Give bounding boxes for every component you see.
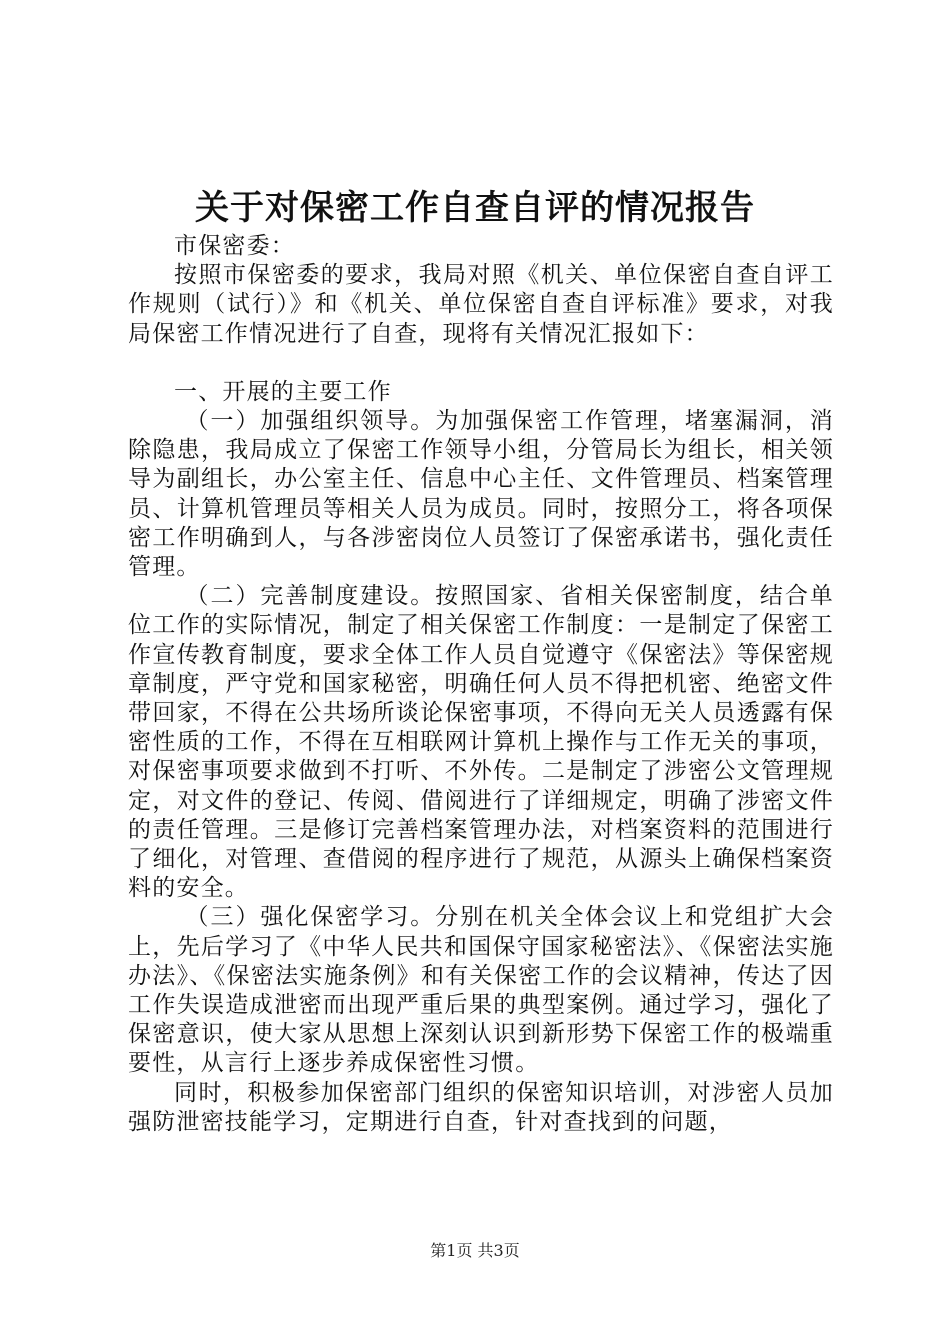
page-number-footer: 第1页 共3页 — [430, 1241, 520, 1260]
document-title: 关于对保密工作自查自评的情况报告 — [195, 188, 755, 228]
section-heading: 一、开展的主要工作 — [174, 378, 392, 405]
intro-paragraph: 按照市保密委的要求，我局对照《机关、单位保密自查自评工作规则（试行）》和《机关、单位保密自查自评标准》要求，对我局保密工作情况进行了自查，现将有关情况汇报如下： — [128, 262, 834, 347]
salutation: 市保密委： — [174, 233, 295, 259]
paragraph-organization: （一）加强组织领导。为加强保密工作管理，堵塞漏洞，消除隐患，我局成立了保密工作领导小组，分管局长为组长，相关领导为副组长，办公室主任、信息中心主任、文件管理员、档案管理员、计算机管理员等相关人员为成员。同时，按照分工，将各项保密工作明确到人，与各涉密岗位人员签订了保密承诺书，强化责任管理。 — [128, 408, 834, 581]
paragraph-study: （三）强化保密学习。分别在机关全体会议上和党组扩大会上，先后学习了《中华人民共和国保守国家秘密法》、《保密法实施办法》、《保密法实施条例》和有关保密工作的会议精神，传达了因工作失误造成泄密而出现严重后果的典型案例。通过学习，强化了保密意识，使大家从思想上深刻认识到新形势下保密工作的极端重要性，从言行上逐步养成保密性习惯。 — [128, 904, 834, 1077]
paragraph-system-building: （二）完善制度建设。按照国家、省相关保密制度，结合单位工作的实际情况，制定了相关保密工作制度：一是制定了保密工作宣传教育制度，要求全体工作人员自觉遵守《保密法》等保密规章制度，严守党和国家秘密，明确任何人员不得把机密、绝密文件带回家，不得在公共场所谈论保密事项，不得向无关人员透露有保密性质的工作，不得在互相联网计算机上操作与工作无关的事项，对保密事项要求做到不打听、不外传。二是制定了涉密公文管理规定，对文件的登记、传阅、借阅进行了详细规定，明确了涉密文件的责任管理。三是修订完善档案管理办法，对档案资料的范围进行了细化，对管理、查借阅的程序进行了规范，从源头上确保档案资料的安全。 — [128, 583, 834, 902]
document-body — [128, 232, 834, 1137]
paragraph-training: 同时，积极参加保密部门组织的保密知识培训，对涉密人员加强防泄密技能学习，定期进行自查，针对查找到的问题， — [128, 1079, 834, 1135]
